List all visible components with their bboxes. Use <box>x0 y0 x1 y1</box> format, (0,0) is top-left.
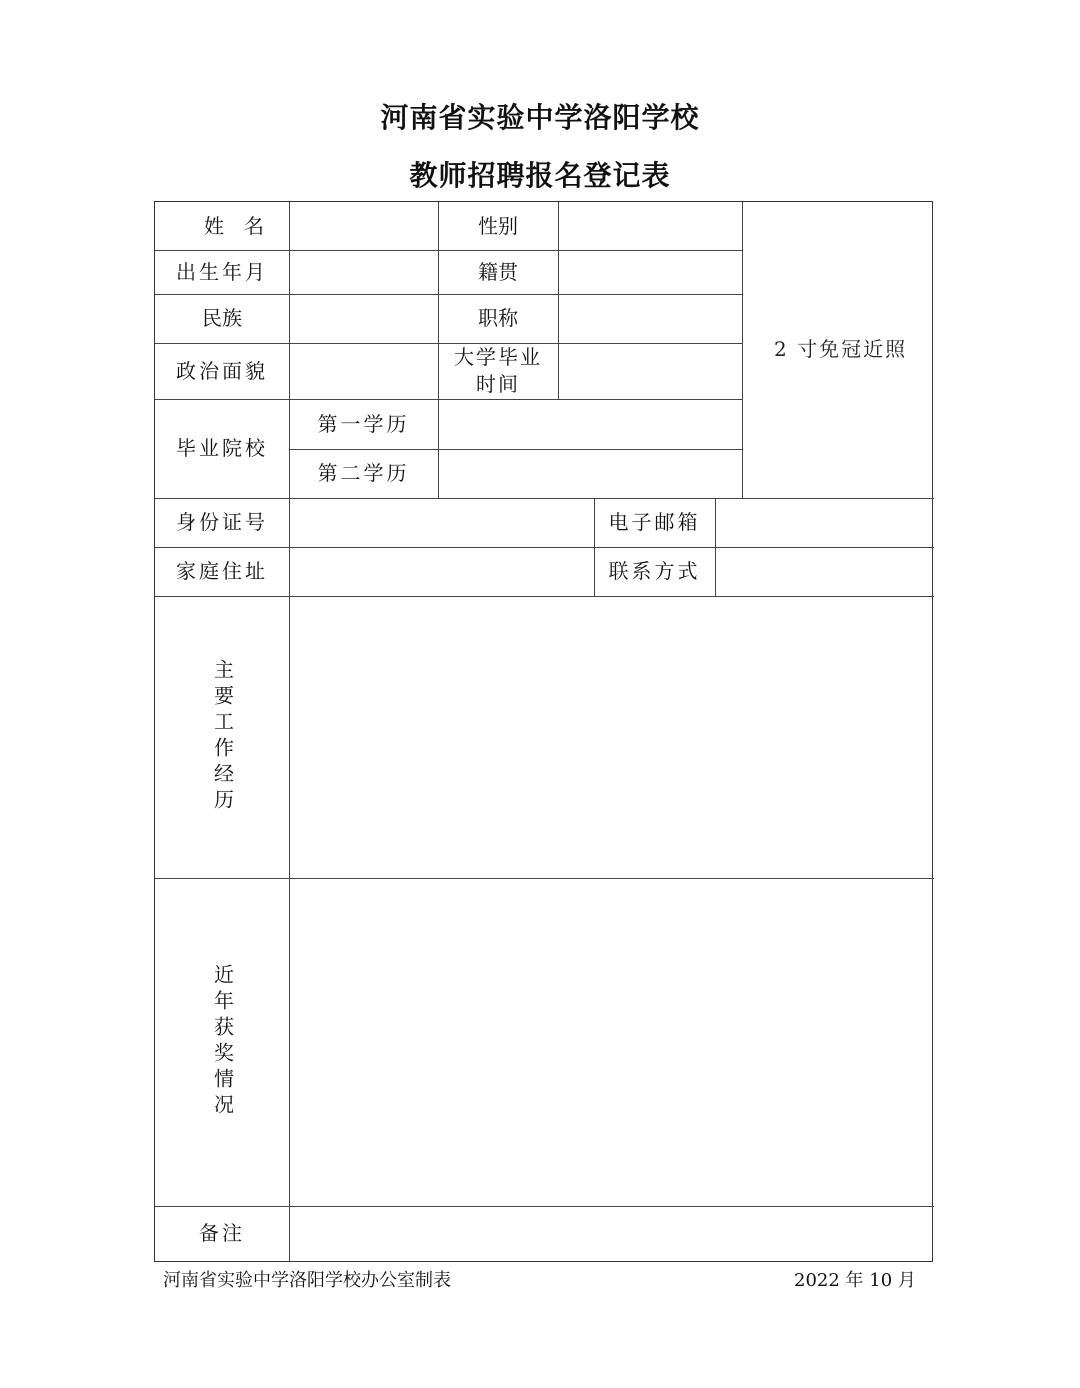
footer-date: 2022 年 10 月 <box>794 1270 916 1291</box>
label-awards-text: 近年获奖情况 <box>210 964 235 1120</box>
label-gender: 性别 <box>478 213 518 238</box>
input-native-place[interactable] <box>558 250 742 294</box>
footer-issuer: 河南省实验中学洛阳学校办公室制表 <box>163 1270 451 1291</box>
label-email: 电子邮箱 <box>608 510 701 534</box>
form-title-school: 河南省实验中学洛阳学校 <box>380 101 700 134</box>
label-political-status: 政治面貌 <box>176 358 268 383</box>
label-name: 姓 名 <box>204 213 264 238</box>
input-name[interactable] <box>289 202 438 250</box>
photo-area[interactable] <box>742 202 932 498</box>
input-id-number[interactable] <box>289 498 594 547</box>
label-contact: 联系方式 <box>608 559 701 583</box>
input-email[interactable] <box>715 498 932 547</box>
input-awards[interactable] <box>289 878 932 1206</box>
input-home-address[interactable] <box>289 547 594 596</box>
input-work-experience[interactable] <box>289 596 932 878</box>
label-birth-date: 出生年月 <box>176 259 268 284</box>
label-ethnicity: 民族 <box>202 306 242 330</box>
label-professional-title: 职称 <box>478 306 518 330</box>
input-remarks[interactable] <box>289 1206 932 1261</box>
label-second-degree: 第二学历 <box>317 461 410 485</box>
input-second-degree[interactable] <box>438 449 742 498</box>
label-work-experience <box>155 596 289 878</box>
label-graduation-time-line1: 大学毕业 <box>454 345 542 369</box>
label-first-degree: 第一学历 <box>317 411 410 436</box>
registration-form-table <box>154 201 933 1262</box>
input-professional-title[interactable] <box>558 294 742 343</box>
input-ethnicity[interactable] <box>289 294 438 343</box>
label-home-address: 家庭住址 <box>176 559 268 583</box>
form-title-name: 教师招聘报名登记表 <box>409 159 671 192</box>
photo-label: 2 寸免冠近照 <box>774 337 908 361</box>
input-contact[interactable] <box>715 547 932 596</box>
input-birth-date[interactable] <box>289 250 438 294</box>
input-first-degree[interactable] <box>438 399 742 449</box>
label-awards <box>155 878 289 1206</box>
label-native-place: 籍贯 <box>478 259 518 284</box>
label-graduation-time <box>438 343 558 399</box>
label-remarks: 备注 <box>199 1221 245 1245</box>
input-graduation-time[interactable] <box>558 343 742 399</box>
label-graduate-school: 毕业院校 <box>176 436 268 460</box>
input-gender[interactable] <box>558 202 742 250</box>
label-id-number: 身份证号 <box>176 510 268 534</box>
label-graduation-time-line2: 时间 <box>476 372 520 396</box>
label-work-experience-text: 主要工作经历 <box>210 659 235 815</box>
input-political-status[interactable] <box>289 343 438 399</box>
